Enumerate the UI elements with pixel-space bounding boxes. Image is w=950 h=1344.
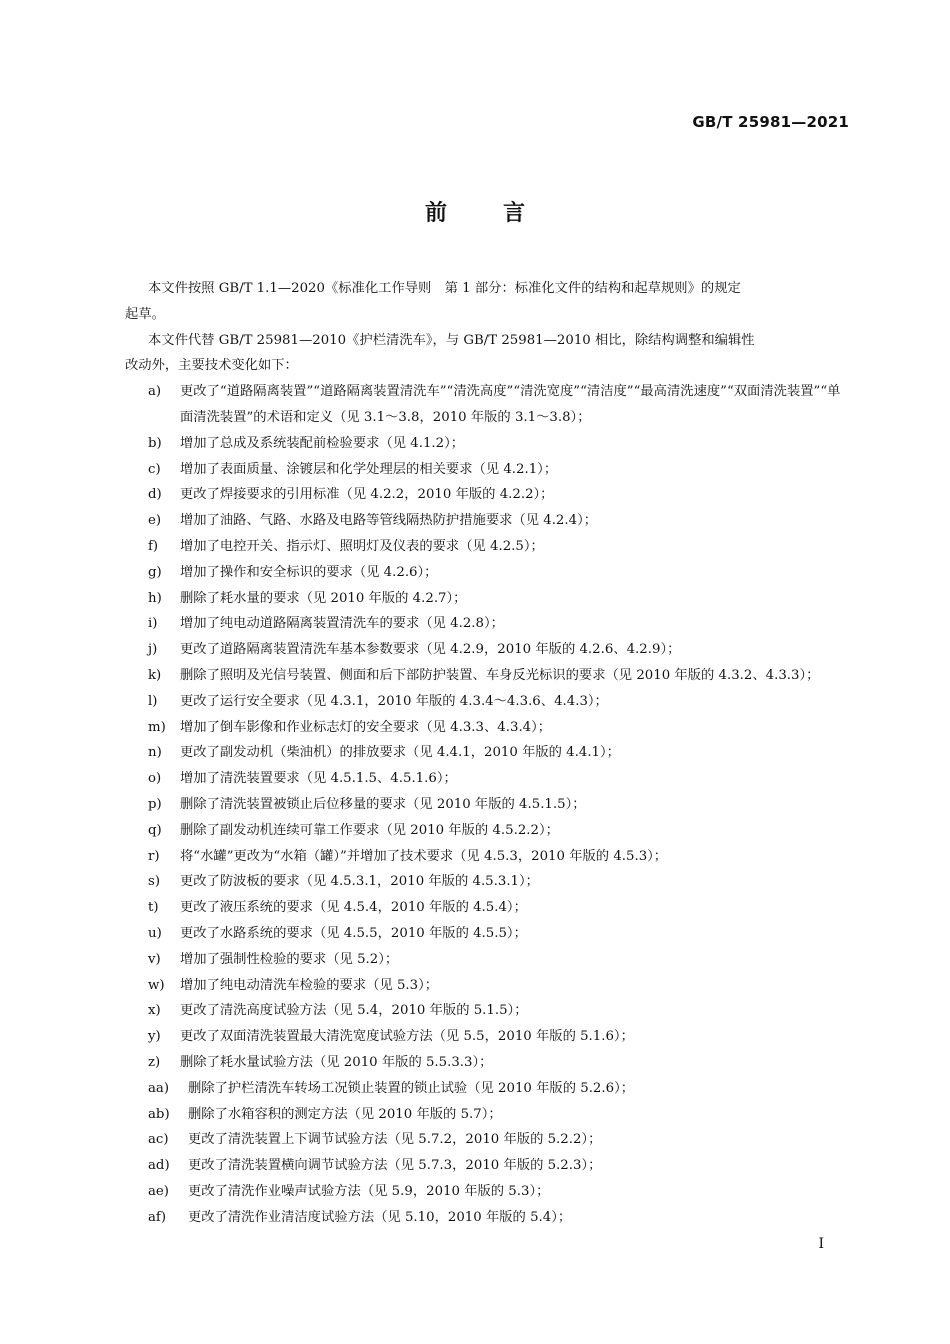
list-item-text: 增加了电控开关、指示灯、照明灯及仪表的要求（见 4.2.5）；	[180, 538, 544, 554]
list-marker: j)	[148, 642, 158, 658]
list-item	[148, 689, 850, 715]
list-item-text: 删除了护栏清洗车转场工况锁止装置的锁止试验（见 2010 年版的 5.2.6）；	[188, 1080, 635, 1096]
list-item	[148, 508, 850, 534]
list-item	[148, 457, 850, 483]
list-item	[148, 792, 850, 818]
list-marker: x)	[148, 1003, 161, 1019]
list-marker: k)	[148, 667, 162, 683]
list-item-text: 增加了纯电动道路隔离装置清洗车的要求（见 4.2.8）；	[180, 616, 504, 632]
list-item	[148, 973, 850, 999]
list-item	[148, 947, 850, 973]
list-item-text: 更改了焊接要求的引用标准（见 4.2.2，2010 年版的 4.2.2）；	[180, 487, 554, 503]
list-item	[148, 534, 850, 560]
list-item	[148, 998, 850, 1024]
list-item-text: 删除了耗水量的要求（见 2010 年版的 4.2.7）；	[180, 590, 467, 606]
list-marker: ad)	[148, 1158, 170, 1174]
list-marker: g)	[148, 564, 162, 580]
list-item-text: 更改了运行安全要求（见 4.3.1，2010 年版的 4.3.4～4.3.6、4.4.3）；	[180, 693, 608, 709]
list-marker: o)	[148, 771, 162, 787]
standard-code: GB/T 25981—2021	[692, 113, 849, 131]
list-item-text: 更改了清洗装置上下调节试验方法（见 5.7.2，2010 年版的 5.2.2）；	[188, 1132, 602, 1148]
list-marker: i)	[148, 616, 158, 632]
list-marker: f)	[148, 538, 159, 554]
list-marker: af)	[148, 1209, 167, 1225]
paragraph-line: 改动外，主要技术变化如下：	[125, 358, 298, 374]
list-item	[148, 1050, 850, 1076]
list-marker: q)	[148, 822, 162, 838]
list-marker: h)	[148, 590, 162, 606]
list-marker: b)	[148, 435, 162, 451]
list-marker: ac)	[148, 1132, 169, 1148]
list-item	[148, 921, 850, 947]
list-item-text: 更改了清洗装置横向调节试验方法（见 5.7.3，2010 年版的 5.2.3）；	[188, 1158, 602, 1174]
list-item-text: 增加了倒车影像和作业标志灯的安全要求（见 4.3.3、4.3.4）；	[180, 719, 552, 735]
list-item-text: 更改了道路隔离装置清洗车基本参数要求（见 4.2.9，2010 年版的 4.2.6、4.2.9）；	[180, 642, 681, 658]
list-item	[148, 586, 850, 612]
list-item	[148, 560, 850, 586]
list-item	[148, 1179, 850, 1205]
list-marker: n)	[148, 745, 162, 761]
list-item	[148, 1076, 850, 1102]
list-item-text: 删除了照明及光信号装置、侧面和后下部防护装置、车身反光标识的要求（见 2010 年版的 4.3.2、4.3.3）；	[180, 667, 820, 683]
list-item	[148, 1205, 850, 1231]
list-marker: u)	[148, 925, 162, 941]
list-item	[148, 1024, 850, 1050]
list-item-text: 增加了纯电动清洗车检验的要求（见 5.3）；	[180, 977, 439, 993]
list-marker: t)	[148, 900, 159, 916]
list-item-text: 增加了强制性检验的要求（见 5.2）；	[180, 951, 399, 967]
list-item	[148, 1102, 850, 1128]
list-item-text: 更改了副发动机（柴油机）的排放要求（见 4.4.1，2010 年版的 4.4.1）；	[180, 745, 620, 761]
list-item	[148, 482, 850, 508]
list-item-text: 增加了清洗装置要求（见 4.5.1.5、4.5.1.6）；	[180, 771, 457, 787]
list-item-text: 增加了表面质量、涂镀层和化学处理层的相关要求（见 4.2.1）；	[180, 461, 558, 477]
list-marker: w)	[148, 977, 165, 993]
paragraph-drafting-basis	[125, 276, 850, 328]
list-marker: z)	[148, 1054, 161, 1070]
list-item-text: 删除了清洗装置被锁止后位移量的要求（见 2010 年版的 4.5.1.5）；	[180, 796, 586, 812]
list-item-text: 删除了耗水量试验方法（见 2010 年版的 5.5.3.3）；	[180, 1054, 493, 1070]
list-item-text: 更改了清洗作业噪声试验方法（见 5.9，2010 年版的 5.3）；	[188, 1183, 550, 1199]
list-marker: y)	[148, 1029, 161, 1045]
list-item	[148, 379, 850, 431]
changes-list	[148, 379, 850, 1230]
list-item	[148, 895, 850, 921]
paragraph-line: 本文件按照 GB/T 1.1—2020《标准化工作导则 第 1 部分：标准化文件的结构和起草规则》的规定	[148, 281, 741, 296]
list-marker: p)	[148, 796, 162, 812]
paragraph-line: 起草。	[125, 306, 165, 322]
page-number: I	[818, 1236, 824, 1252]
paragraph-line: 本文件代替 GB/T 25981—2010《护栏清洗车》，与 GB/T 25981—2010 相比，除结构调整和编辑性	[148, 332, 755, 348]
list-item	[148, 1127, 850, 1153]
list-item	[148, 869, 850, 895]
list-item	[148, 663, 850, 689]
list-item	[148, 611, 850, 637]
list-marker: a)	[148, 384, 162, 400]
list-item-text: 将“水罐”更改为“水箱（罐）”并增加了技术要求（见 4.5.3，2010 年版的 4.5.3）；	[180, 848, 668, 864]
list-item	[148, 844, 850, 870]
list-marker: aa)	[148, 1080, 170, 1096]
list-marker: r)	[148, 848, 160, 864]
list-item-text: 更改了清洗高度试验方法（见 5.4，2010 年版的 5.1.5）；	[180, 1003, 528, 1019]
list-item-text: 更改了水路系统的要求（见 4.5.5，2010 年版的 4.5.5）；	[180, 925, 527, 941]
list-marker: ab)	[148, 1106, 170, 1122]
list-item	[148, 766, 850, 792]
list-item-text: 更改了液压系统的要求（见 4.5.4，2010 年版的 4.5.4）；	[180, 900, 527, 916]
list-marker: m)	[148, 719, 166, 735]
list-item-text: 增加了油路、气路、水路及电路等管线隔热防护措施要求（见 4.2.4）；	[180, 513, 598, 529]
list-item-text: 删除了副发动机连续可靠工作要求（见 2010 年版的 4.5.2.2）；	[180, 822, 559, 838]
list-item	[148, 715, 850, 741]
list-item	[148, 1153, 850, 1179]
list-item-text: 增加了操作和安全标识的要求（见 4.2.6）；	[180, 564, 438, 580]
list-item	[148, 740, 850, 766]
foreword-content	[125, 276, 850, 1230]
list-item-text: 删除了水箱容积的测定方法（见 2010 年版的 5.7）；	[188, 1106, 502, 1122]
list-marker: v)	[148, 951, 161, 967]
list-item-text: 更改了“道路隔离装置”“道路隔离装置清洗车”“清洗高度”“清洗宽度”“清洁度”“最高清洗速度”“双面清洗装置”“单面清洗装置”的术语和定义（见 3.1～3.8，2010 年版的 3.1～3.8）；	[180, 384, 841, 425]
list-marker: d)	[148, 487, 162, 503]
list-item-text: 更改了双面清洗装置最大清洗宽度试验方法（见 5.5，2010 年版的 5.1.6）；	[180, 1029, 634, 1045]
list-marker: s)	[148, 874, 161, 890]
list-marker: e)	[148, 513, 162, 529]
page-title: 前言	[424, 201, 581, 226]
list-marker: ae)	[148, 1183, 169, 1199]
list-item	[148, 431, 850, 457]
list-item	[148, 818, 850, 844]
paragraph-replacement	[125, 328, 850, 380]
list-item-text: 更改了防波板的要求（见 4.5.3.1，2010 年版的 4.5.3.1）；	[180, 874, 539, 890]
list-marker: c)	[148, 461, 161, 477]
list-item	[148, 637, 850, 663]
list-item-text: 增加了总成及系统装配前检验要求（见 4.1.2）；	[180, 435, 465, 451]
list-item-text: 更改了清洗作业清洁度试验方法（见 5.10，2010 年版的 5.4）；	[188, 1209, 572, 1225]
list-marker: l)	[148, 693, 158, 709]
